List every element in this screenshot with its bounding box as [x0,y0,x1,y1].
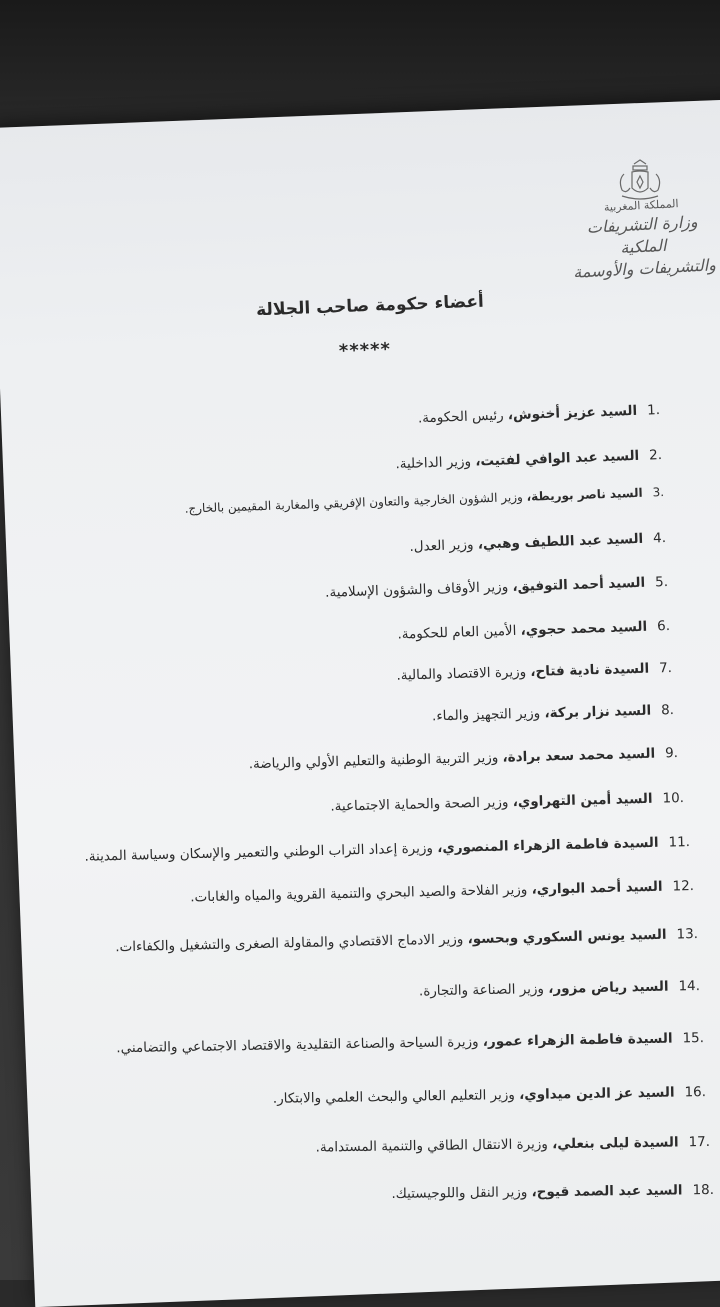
member-name: السيد نزار بركة، [544,702,652,722]
member-name: السيد عز الدين ميداوي، [519,1084,675,1103]
member-name: السيد عزيز أخنوش، [507,402,638,424]
member-item-18 [294,1182,714,1203]
member-role: الأمين العام للحكومة. [397,622,521,643]
member-role: وزير الادماج الاقتصادي والمقاولة الصغرى والتشغيل والكفاءات. [115,931,468,956]
member-item-14 [280,978,700,1002]
member-role: وزير الداخلية. [395,453,476,473]
kingdom-label: المملكة المغربية [603,197,679,214]
member-number: 9. [664,745,679,762]
member-item-9 [158,745,678,775]
member-item-17 [230,1134,710,1157]
member-number: 14. [678,978,701,995]
member-name: السيد عبد الوافي لفتيت، [475,447,640,470]
title-separator: ***** [338,339,392,362]
member-number: 4. [652,530,667,547]
member-role: وزيرة الانتقال الطاقي والتنمية المستدامة. [315,1136,553,1156]
royal-emblem-icon [614,158,666,202]
member-item-6 [230,618,670,648]
member-name: السيد عبد الصمد قيوح، [531,1182,683,1201]
member-name: السيد محمد حجوي، [520,618,648,639]
member-name: السيدة فاطمة الزهراء عمور، [482,1030,673,1050]
member-name: السيد أمين التهراوي، [512,790,653,811]
member-name: السيدة فاطمة الزهراء المنصوري، [437,834,659,857]
member-item-3 [84,485,664,519]
member-role: رئيس الحكومة. [417,407,509,427]
member-role: وزير الشؤون الخارجية والتعاون الإفريقي والمغاربة المقيمين بالخارج. [184,489,527,516]
member-role: وزيرة السياحة والصناعة التقليدية والاقتصاد الاجتماعي والتضامني. [116,1033,483,1057]
member-name: السيد ناصر بوريطة، [526,485,643,504]
member-name: السيد رياض مزور، [548,978,669,997]
member-role: وزير النقل واللوجيستيك. [391,1184,532,1202]
member-item-11 [30,834,690,866]
member-name: السيدة ليلى بنعلي، [552,1134,679,1153]
member-name: السيد عبد اللطيف وهبي، [477,530,644,553]
member-item-13 [18,926,698,957]
member-item-12 [74,878,694,908]
member-number: 16. [684,1084,707,1101]
member-item-15 [4,1030,704,1058]
member-number: 17. [688,1134,711,1151]
document-title: أعضاء حكومة صاحب الجلالة [255,291,485,321]
member-number: 2. [648,447,663,464]
member-role: وزيرة إعداد التراب الوطني والتعمير والإسكان وسياسة المدينة. [84,840,438,865]
member-name: السيد يونس السكوري وبحسو، [467,926,667,948]
member-role: وزير التجهيز والماء. [431,705,545,725]
member-number: 15. [682,1030,705,1047]
member-number: 18. [692,1182,715,1199]
member-number: 11. [668,834,691,851]
member-item-8 [254,702,674,729]
member-item-16 [146,1084,706,1109]
member-item-5 [228,574,668,604]
ministry-name-line2: والتشريفات والأوسمة [572,255,717,282]
member-item-7 [252,660,672,688]
member-item-1 [240,402,660,433]
member-number: 6. [656,618,671,635]
member-name: السيد محمد سعد برادة، [502,745,656,766]
member-role: وزير الفلاحة والصيد البحري والتنمية القروية والمياه والغابات. [190,881,532,906]
member-name: السيدة نادية فتاح، [530,660,650,680]
member-number: 10. [662,790,685,807]
member-number: 3. [652,485,665,500]
member-number: 1. [646,402,661,419]
member-item-2 [222,447,662,478]
member-number: 7. [658,660,673,677]
member-role: وزير العدل. [409,536,479,555]
ministry-name-line1: وزارة التشريفات الملكية [586,212,699,258]
member-role: وزير التربية الوطنية والتعليم الأولي والرياضة. [248,749,503,773]
member-name: السيد أحمد البواري، [531,878,663,898]
member-number: 12. [672,878,695,895]
member-number: 5. [654,574,669,591]
member-role: وزير الصناعة والتجارة. [418,980,549,1000]
member-role: وزير الصحة والحماية الاجتماعية. [330,794,513,815]
member-role: وزير التعليم العالي والبحث العلمي والابتكار. [272,1086,520,1107]
member-role: وزيرة الاقتصاد والمالية. [396,663,531,684]
member-item-4 [246,530,666,561]
member-number: 13. [676,926,699,943]
member-item-10 [214,790,684,817]
ministry-letterhead [566,194,720,284]
member-number: 8. [660,702,675,719]
member-name: السيد أحمد التوفيق، [512,574,646,595]
member-role: وزير الأوقاف والشؤون الإسلامية. [324,578,513,601]
